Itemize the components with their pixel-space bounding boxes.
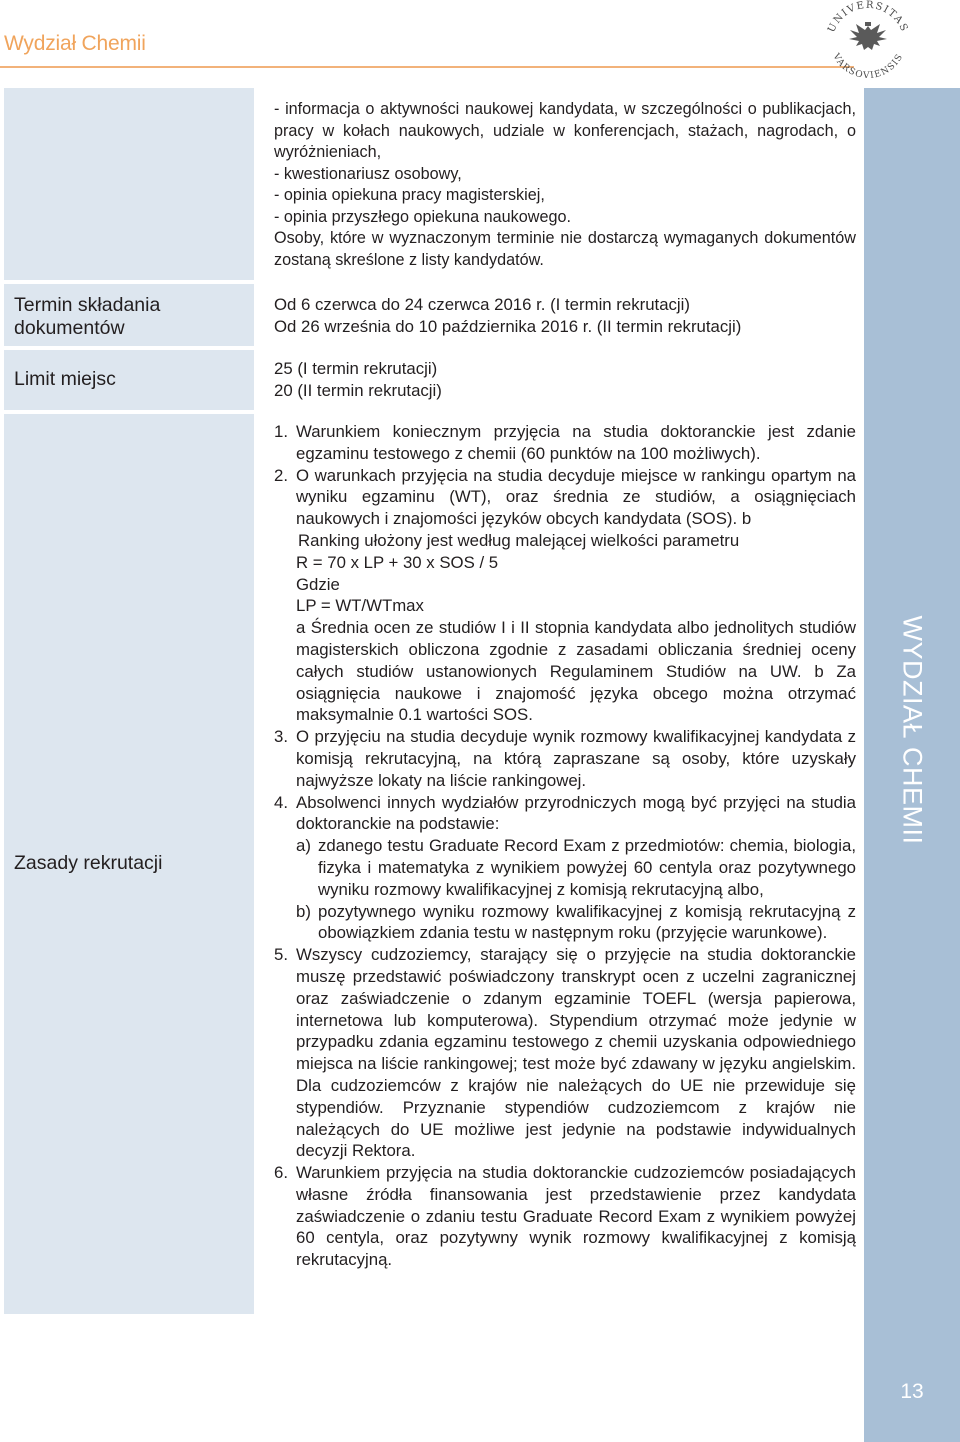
list-item (274, 944, 856, 1162)
sub-list-item-letter: b) (296, 901, 311, 921)
university-seal-logo (818, 0, 918, 78)
deadline-text (274, 294, 856, 337)
list-item-number: 6. (274, 1163, 288, 1183)
sub-list-item (296, 901, 856, 945)
ranking-line: Ranking ułożony jest według malejącej wielkości parametru (298, 530, 740, 550)
deadline-line: Od 26 września do 10 października 2016 r. (II termin rekrutacji) (274, 316, 742, 336)
list-item-number: 4. (274, 792, 288, 812)
list-item-text: O przyjęciu na studia decyduje wynik rozmowy kwalifikacyjnej kandydata z komisją rekrutacyjną, na którą zapraszane są osoby, które uzyskały najwyższe lokaty na liście rankingowej. (296, 727, 856, 790)
limit-line: 20 (II termin rekrutacji) (274, 380, 442, 400)
ranking-footnote: a Średnia ocen ze studiów I i II stopnia kandydata albo jednolitych studiów magisterskich obliczona zgodnie z zasadami obliczania średniej oceny całych studiów ustanowionych Regulaminem Studiów na UW. b Za osiągnięcia naukowe i znajomość języka obcego można otrzymać maksymalnie 0.1 wartości SOS. (296, 618, 856, 725)
deadline-label: Termin składania dokumentów (14, 294, 161, 339)
list-item (274, 792, 856, 945)
sub-list-item-text: zdanego testu Graduate Record Exam z przedmiotów: chemia, biologia, fizyka i matematyka z wynikiem powyżej 60 centyla oraz pozytywnego wyniku rozmowy kwalifikacyjnej z komisją rekrutacyjną albo, (318, 836, 856, 899)
list-item-text: Wszyscy cudzoziemcy, starający się o przyjęcie na studia doktoranckie muszę przedstawić poświadczony transkrypt ocen z uczelni zagranicznej oraz zaświadczenie o zdanym egzaminie TOEFL (wersja papierowa, internetowa lub komputerowa). Stypendium otrzymać może jedynie w przypadku zdania egzaminu testowego z chemii uzyskania odpowiedniego miejsca na liście rankingowej; test może być zdawany w języku angielskim. Dla cudzoziemców z krajów nie należących do UE nie przewiduje się stypendiów. Przyznanie stypendiów cudzoziemcom z krajów nie należących do UE możliwe jest jedynie na podstawie indywidualnych decyzji Rektora. (296, 945, 856, 1161)
documents-line: - kwestionariusz osobowy, (274, 164, 462, 183)
side-vertical-label-text: WYDZIAŁ CHEMII (897, 615, 928, 845)
list-item-number: 2. (274, 465, 288, 485)
sub-list-item-text: pozytywnego wyniku rozmowy kwalifikacyjnej z komisją rekrutacyjną z obowiązkiem zdania testu w następnym roku (przyjęcie warunkowe). (318, 901, 856, 943)
list-item (274, 726, 856, 791)
rules-label: Zasady rekrutacji (14, 852, 163, 874)
list-item-text: Warunkiem koniecznym przyjęcia na studia doktoranckie jest zdanie egzaminu testowego z chemii (60 punktów na 100 możliwych). (296, 422, 856, 463)
page-number: 13 (900, 1380, 924, 1403)
side-vertical-label (864, 600, 960, 860)
deadline-line: Od 6 czerwca do 24 czerwca 2016 r. (I termin rekrutacji) (274, 295, 690, 314)
page-header-title: Wydział Chemii (4, 32, 146, 55)
list-item (274, 465, 856, 727)
header-divider (0, 66, 854, 68)
documents-line: - informacja o aktywności naukowej kandydata, w szczególności o publikacjach, pracy w kołach naukowych, udziale w konferencjach, stażach, nagrodach, o wyróżnieniach, (274, 100, 856, 161)
documents-continued-text (274, 99, 856, 271)
svg-text:VARSOVIENSIS: VARSOVIENSIS (830, 52, 906, 78)
sub-list-item (296, 835, 856, 900)
ranking-where: Gdzie (296, 574, 340, 594)
list-item-text: Absolwenci innych wydziałów przyrodniczych mogą być przyjęci na studia doktoranckie na podstawie: (296, 792, 856, 834)
sub-list-item-letter: a) (296, 836, 311, 856)
list-item-text: O warunkach przyjęcia na studia decyduje miejsce w rankingu opartym na wyniku egzaminu (WT), oraz średnia ze studiów, a osiągnięciach naukowych i znajomości języków obcych kandydata (SOS). b (296, 465, 856, 529)
list-item-number: 1. (274, 422, 288, 441)
documents-label-cell (4, 88, 254, 280)
limit-line: 25 (I termin rekrutacji) (274, 359, 438, 378)
list-item-number: 5. (274, 945, 288, 965)
ranking-lp-formula: LP = WT/WTmax (296, 596, 424, 616)
limit-label: Limit miejsc (14, 368, 116, 390)
documents-line: - opinia przyszłego opiekuna naukowego. (274, 207, 571, 226)
svg-text:UNIVERSITAS: UNIVERSITAS (826, 0, 910, 35)
list-item (274, 1162, 856, 1271)
ranking-formula: R = 70 x LP + 30 x SOS / 5 (296, 552, 499, 572)
documents-note: Osoby, które w wyznaczonym terminie nie dostarczą wymaganych dokumentów zostaną skreślone z listy kandydatów. (274, 229, 856, 269)
list-item-number: 3. (274, 727, 288, 747)
rules-text (274, 421, 856, 1271)
documents-line: - opinia opiekuna pracy magisterskiej, (274, 186, 545, 204)
list-item-text: Warunkiem przyjęcia na studia doktoranckie cudzoziemców posiadających własne źródła finansowania jest przedstawienie przez kandydata zaświadczenie o zdaniu testu Graduate Record Exam z wynikiem powyżej 60 centyla, oraz pozytywny wynik rozmowy kwalifikacyjnej z komisją rekrutacyjną. (296, 1163, 856, 1270)
list-item (274, 421, 856, 465)
limit-text (274, 358, 856, 401)
